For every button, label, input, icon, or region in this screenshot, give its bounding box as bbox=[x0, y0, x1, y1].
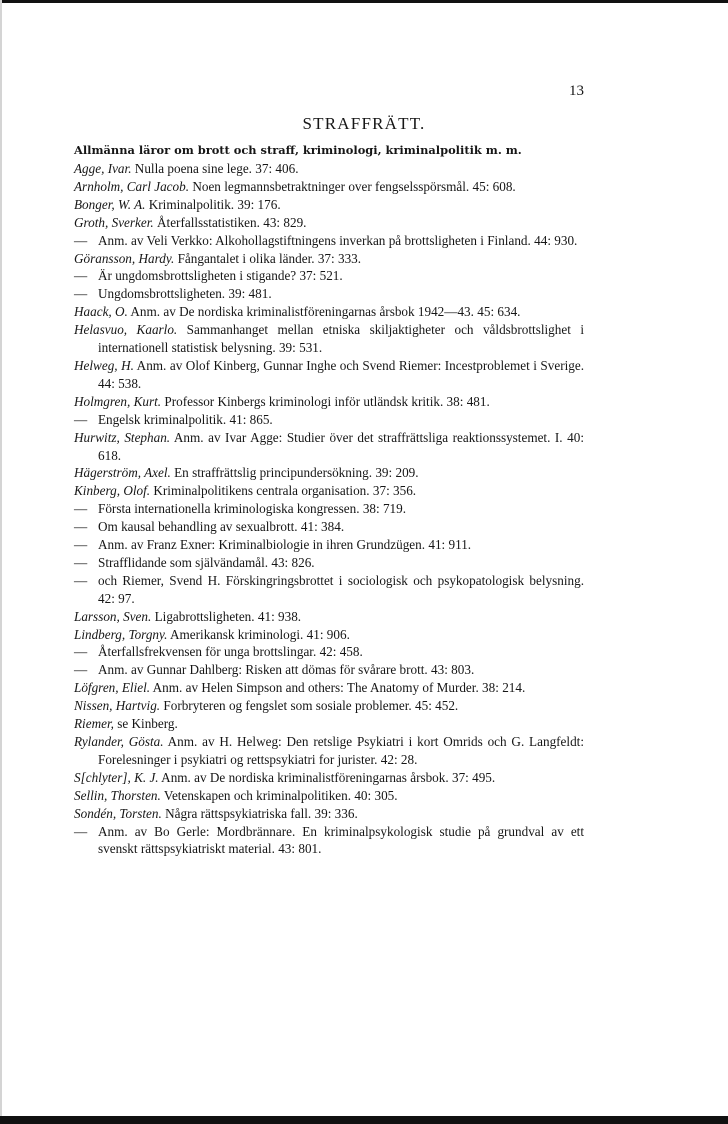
page-title: STRAFFRÄTT. bbox=[302, 114, 426, 133]
entry-reference: 41: 865. bbox=[226, 411, 273, 427]
entry-author: Sellin, Thorsten. bbox=[74, 787, 161, 803]
scan-edge-bottom bbox=[0, 1116, 728, 1124]
entry-title: Återfallsstatistiken. bbox=[153, 214, 260, 230]
section-heading: Allmänna läror om brott och straff, kriminologi, kriminalpolitik m. m. bbox=[74, 143, 522, 157]
entry-reference: 42: 28. bbox=[377, 751, 418, 767]
entry-reference: 39: 481. bbox=[225, 286, 272, 302]
entry-reference: 43: 826. bbox=[268, 554, 315, 570]
entry-author: Lindberg, Torgny. bbox=[74, 626, 168, 642]
bibliography-entry bbox=[74, 769, 584, 787]
entry-reference: 44: 538. bbox=[98, 375, 142, 391]
entry-title: Återfallsfrekvensen för unga brottslingar. bbox=[98, 644, 317, 660]
bibliography-entry bbox=[74, 787, 584, 805]
entry-author: S[chlyter], K. J. bbox=[74, 769, 159, 785]
entry-reference: 37: 333. bbox=[314, 250, 362, 266]
entry-title: Engelsk kriminalpolitik. bbox=[98, 411, 227, 427]
entry-author: Bonger, W. A. bbox=[74, 196, 146, 212]
bibliography-entry bbox=[74, 608, 584, 626]
bibliography-entry bbox=[74, 160, 584, 178]
bibliography-entry bbox=[74, 733, 584, 769]
entry-title: Anm. av Gunnar Dahlberg: Risken att dömas för svårare brott. bbox=[98, 662, 428, 678]
scan-edge-top bbox=[0, 0, 728, 3]
entry-dash: — bbox=[74, 572, 88, 588]
entry-author: Sondén, Torsten. bbox=[74, 805, 162, 821]
entry-author: Haack, O. bbox=[74, 304, 128, 320]
entry-reference: 40: 618. bbox=[98, 429, 584, 463]
entry-reference: 41: 906. bbox=[303, 626, 350, 642]
entry-title: Ligabrottsligheten. bbox=[151, 608, 255, 624]
bibliography-entry bbox=[74, 715, 584, 733]
bibliography-entry bbox=[74, 500, 584, 518]
entry-title: Anm. av Veli Verkko: Alkohollagstiftningens inverkan på brottsligheten i Finland. bbox=[98, 232, 531, 248]
bibliography-entry bbox=[74, 679, 584, 697]
scan-edge-left bbox=[0, 0, 2, 1124]
entry-author: Rylander, Gösta. bbox=[74, 734, 164, 749]
entry-reference: 39: 209. bbox=[372, 465, 419, 481]
entry-title: Anm. av H. Helweg: Den retslige Psykiatri i kort Omrids och G. Langfeldt: Forelesninger i psykiatri og rettspsykiatri for jurister. bbox=[98, 734, 584, 767]
bibliography-entry bbox=[74, 232, 584, 250]
entry-dash: — bbox=[74, 232, 88, 248]
entry-dash: — bbox=[74, 662, 88, 678]
entry-dash: — bbox=[74, 537, 88, 553]
bibliography-entry bbox=[74, 626, 584, 644]
entry-author: Helasvuo, Kaarlo. bbox=[74, 322, 178, 338]
bibliography-entry bbox=[74, 643, 584, 661]
entry-reference: 45: 608. bbox=[469, 178, 516, 194]
entry-dash: — bbox=[74, 411, 88, 427]
entry-title: Några rättspsykiatriska fall. bbox=[161, 805, 312, 821]
entry-title: Är ungdomsbrottsligheten i stigande? bbox=[98, 268, 297, 284]
entry-title: se Kinberg. bbox=[113, 716, 178, 732]
entry-title: Professor Kinbergs kriminologi inför utländsk kritik. bbox=[161, 393, 444, 409]
entry-author: Nissen, Hartvig. bbox=[74, 698, 161, 714]
entry-title: Anm. av Franz Exner: Kriminalbiologie in ihren Grundzügen. bbox=[98, 537, 426, 553]
entry-reference: 38: 481. bbox=[443, 393, 490, 409]
entry-dash: — bbox=[74, 644, 88, 660]
entry-title: Anm. av Helen Simpson and others: The Anatomy of Murder. bbox=[150, 680, 479, 696]
bibliography-entry bbox=[74, 321, 584, 357]
entry-title: Sammanhanget mellan etniska skiljaktigheter och våldsbrottslighet i internationell statistisk belysning. bbox=[98, 322, 584, 356]
entry-reference: 39: 531. bbox=[275, 340, 323, 356]
entry-title: Anm. av De nordiska kriminalistföreningarnas årsbok 1942—43. bbox=[127, 304, 474, 320]
entry-author: Löfgren, Eliel. bbox=[74, 680, 151, 696]
bibliography-entry bbox=[74, 536, 584, 554]
entry-reference: 38: 214. bbox=[478, 680, 526, 696]
entry-reference: 37: 406. bbox=[251, 161, 299, 176]
bibliography-entry bbox=[74, 464, 584, 482]
entry-title: Ungdomsbrottsligheten. bbox=[98, 286, 226, 302]
entry-reference: 38: 719. bbox=[359, 501, 407, 517]
entry-author: Arnholm, Carl Jacob. bbox=[74, 178, 190, 194]
entry-title: Fångantalet i olika länder. bbox=[174, 250, 315, 266]
bibliography-entry bbox=[74, 572, 584, 608]
bibliography-entry bbox=[74, 697, 584, 715]
bibliography-entry bbox=[74, 429, 584, 465]
bibliography-entry bbox=[74, 250, 584, 268]
entry-title: Kriminalpolitikens centrala organisation. bbox=[150, 483, 370, 499]
entry-title: och Riemer, Svend H. Förskingringsbrottet i sociologisk och psykopatologisk belysning. bbox=[98, 572, 584, 588]
entry-author: Göransson, Hardy. bbox=[74, 250, 175, 266]
bibliography-entry bbox=[74, 393, 584, 411]
entry-title: Forbryteren og fengslet som sosiale problemer. bbox=[160, 698, 412, 714]
entry-reference: 37: 521. bbox=[296, 268, 343, 284]
bibliography-entry bbox=[74, 518, 584, 536]
bibliography-entry bbox=[74, 214, 584, 232]
entry-title: En straffrättslig principundersökning. bbox=[170, 465, 373, 481]
entry-dash: — bbox=[74, 268, 88, 284]
entry-title: Nulla poena sine lege. bbox=[131, 161, 252, 176]
entry-dash: — bbox=[74, 501, 88, 517]
entry-dash: — bbox=[74, 519, 88, 535]
bibliography-entry bbox=[74, 411, 584, 429]
entry-reference: 43: 801. bbox=[274, 841, 322, 857]
bibliography-entry bbox=[74, 178, 584, 196]
entry-title: Anm. av Ivar Agge: Studier över det straffrättsliga reaktionssystemet. I. bbox=[170, 429, 563, 445]
entry-title: Anm. av De nordiska kriminalistföreningarnas årsbok. bbox=[158, 769, 449, 785]
bibliography-entry bbox=[74, 805, 584, 823]
entry-author: Hurwitz, Stephan. bbox=[74, 429, 171, 445]
entry-author: Groth, Sverker. bbox=[74, 214, 154, 230]
entry-title: Första internationella kriminologiska kongressen. bbox=[98, 501, 360, 517]
entry-title: Anm. av Olof Kinberg, Gunnar Inghe och Svend Riemer: Incestproblemet i Sverige. bbox=[133, 357, 584, 373]
entry-title: Om kausal behandling av sexualbrott. bbox=[98, 519, 298, 535]
entry-reference: 42: 97. bbox=[98, 590, 135, 606]
bibliography-entry bbox=[74, 196, 584, 214]
entry-reference: 45: 452. bbox=[411, 698, 459, 714]
entry-reference: 41: 938. bbox=[254, 608, 302, 624]
entry-author: Kinberg, Olof. bbox=[74, 483, 151, 499]
entry-reference: 37: 356. bbox=[369, 483, 417, 499]
bibliography-list bbox=[74, 160, 584, 858]
entry-author: Agge, Ivar. bbox=[74, 161, 132, 176]
entry-title: Strafflidande som självändamål. bbox=[98, 554, 269, 570]
entry-reference: 37: 495. bbox=[448, 769, 496, 785]
entry-author: Helweg, H. bbox=[74, 357, 134, 373]
entry-title: Anm. av Bo Gerle: Mordbrännare. En kriminalpsykologisk studie på grundval av ett svenskt rättspsykiatriskt material. bbox=[98, 823, 584, 857]
bibliography-entry bbox=[74, 357, 584, 393]
entry-title: Vetenskapen och kriminalpolitiken. bbox=[160, 787, 352, 803]
entry-author: Holmgren, Kurt. bbox=[74, 393, 162, 409]
entry-author: Hägerström, Axel. bbox=[74, 465, 171, 481]
entry-reference: 39: 336. bbox=[311, 805, 358, 821]
entry-reference: 41: 384. bbox=[297, 519, 345, 535]
bibliography-entry bbox=[74, 285, 584, 303]
bibliography-entry bbox=[74, 823, 584, 859]
entry-reference: 41: 911. bbox=[425, 537, 472, 553]
entry-title: Kriminalpolitik. bbox=[145, 196, 235, 212]
entry-author: Larsson, Sven. bbox=[74, 608, 152, 624]
entry-reference: 45: 634. bbox=[473, 304, 521, 320]
bibliography-entry bbox=[74, 661, 584, 679]
entry-dash: — bbox=[74, 286, 88, 302]
entry-author: Riemer, bbox=[74, 716, 114, 732]
entry-reference: 40: 305. bbox=[351, 787, 398, 803]
bibliography-entry bbox=[74, 554, 584, 572]
entry-dash: — bbox=[74, 823, 88, 839]
entry-reference: 39: 176. bbox=[234, 196, 281, 212]
entry-dash: — bbox=[74, 554, 88, 570]
bibliography-entry bbox=[74, 482, 584, 500]
entry-reference: 44: 930. bbox=[530, 232, 578, 248]
entry-reference: 43: 829. bbox=[259, 214, 307, 230]
page-number: 13 bbox=[569, 83, 584, 99]
entry-title: Noen legmannsbetraktninger over fengselsspörsmål. bbox=[189, 178, 470, 194]
bibliography-entry bbox=[74, 267, 584, 285]
entry-title: Amerikansk kriminologi. bbox=[167, 626, 304, 642]
bibliography-entry bbox=[74, 303, 584, 321]
entry-reference: 42: 458. bbox=[316, 644, 363, 660]
entry-reference: 43: 803. bbox=[427, 662, 475, 678]
